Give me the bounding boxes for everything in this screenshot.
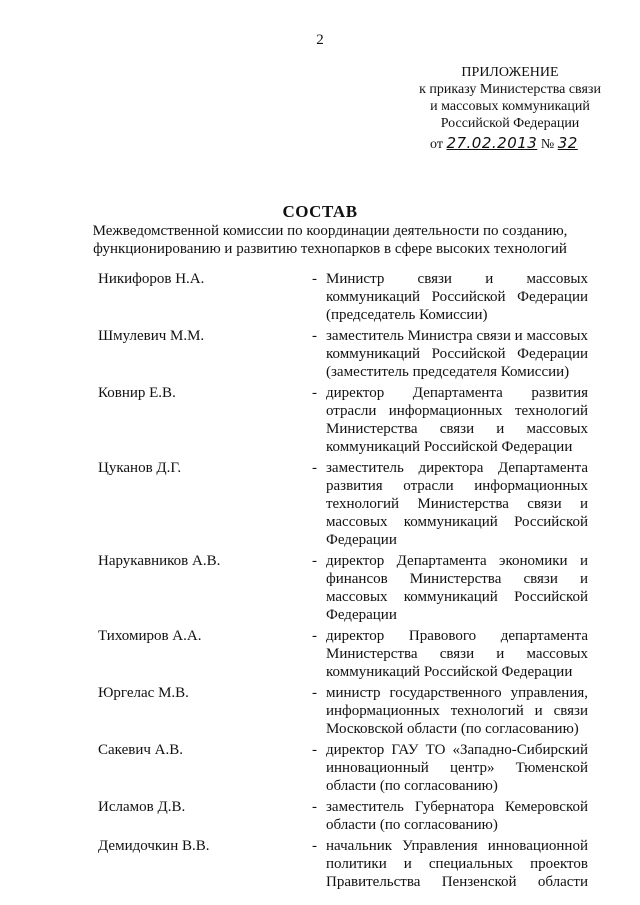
member-name: Никифоров Н.А. [98,271,205,287]
member-name: Тихомиров А.А. [98,628,202,644]
member-role: директор ГАУ ТО «Западно-Сибирский инновационный центр» Тюменской области (по согласованию) [326,742,588,794]
member-row [0,798,640,834]
page-number: 2 [316,32,324,48]
member-row [0,741,640,795]
document-subtitle: Межведомственной комиссии по координации деятельности по созданию, функционированию и развитию технопарков в сфере высоких технологий [92,223,568,257]
member-role: заместитель директора Департамента развития отрасли информационных технологий Министерства связи и массовых коммуникаций Российской Федерации [326,460,588,548]
member-name: Ковнир Е.В. [98,385,176,401]
appendix-line: к приказу Министерства связи [419,82,601,97]
members-list [0,270,640,894]
member-row [0,552,640,624]
member-dash: - [312,799,317,815]
member-name: Исламов Д.В. [98,799,186,815]
appendix-block [418,64,602,132]
member-name: Цуканов Д.Г. [98,460,182,476]
member-role: директор Департамента экономики и финансов Министерства связи и массовых коммуникаций Российской Федерации [326,553,588,623]
document-title: СОСТАВ [282,202,358,221]
order-prefix: от [430,137,443,152]
order-number: 32 [557,134,578,152]
member-dash: - [312,385,317,401]
member-role: директор Департамента развития отрасли информационных технологий Министерства связи и массовых коммуникаций Российской Федерации [326,385,588,455]
member-role: начальник Управления инновационной политики и специальных проектов Правительства Пензенской области [326,838,588,890]
appendix-line: Российской Федерации [440,116,580,131]
member-row [0,684,640,738]
member-name: Шмулевич М.М. [98,328,205,344]
member-name: Демидочкин В.В. [98,838,210,854]
member-role: министр государственного управления, информационных технологий и связи Московской области (по согласованию) [326,685,588,737]
member-dash: - [312,742,317,758]
member-role: Министр связи и массовых коммуникаций Российской Федерации (председатель Комиссии) [326,271,588,323]
member-dash: - [312,553,317,569]
member-dash: - [312,271,317,287]
member-name: Юргелас М.В. [98,685,189,701]
appendix-heading: ПРИЛОЖЕНИЕ [461,65,559,80]
appendix-line: и массовых коммуникаций [430,99,590,114]
member-row [0,327,640,381]
member-dash: - [312,628,317,644]
order-number-label: № [540,137,555,152]
member-role: заместитель Губернатора Кемеровской области (по согласованию) [326,799,588,833]
member-dash: - [312,328,317,344]
member-row [0,384,640,456]
order-reference [430,134,578,153]
member-role: директор Правового департамента Министерства связи и массовых коммуникаций Российской Федерации [326,628,588,680]
member-dash: - [312,685,317,701]
member-role: заместитель Министра связи и массовых коммуникаций Российской Федерации (заместитель председателя Комиссии) [326,328,588,380]
member-dash: - [312,838,317,854]
member-row [0,627,640,681]
member-row [0,837,640,891]
member-row [0,459,640,549]
order-date: 27.02.2013 [446,134,538,152]
member-name: Сакевич А.В. [98,742,183,758]
member-dash: - [312,460,317,476]
member-row [0,270,640,324]
member-name: Нарукавников А.В. [98,553,221,569]
